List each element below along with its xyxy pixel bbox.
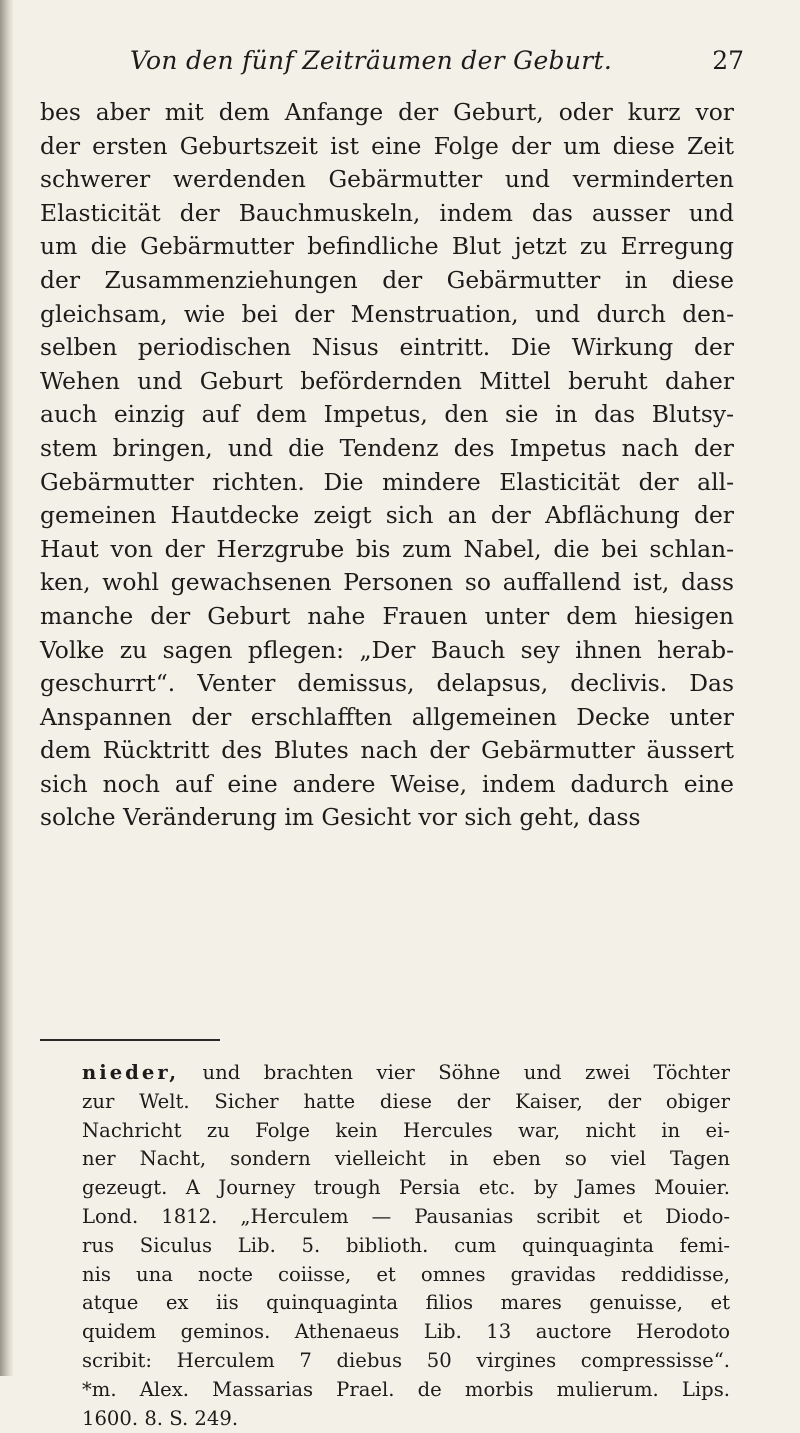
- page-binding-edge: [0, 0, 14, 1376]
- body-line: sich noch auf eine andere Weise, indem dadurch eine: [40, 769, 734, 798]
- body-line: auch einzig auf dem Impetus, den sie in das Blutsy-: [40, 400, 734, 429]
- body-line: gleichsam, wie bei der Menstruation, und durch den-: [40, 299, 734, 328]
- footnote-first-line-text: und brachten vier Söhne und zwei Töchter: [202, 1061, 730, 1084]
- body-line: Haut von der Herzgrube bis zum Nabel, die bei schlan-: [40, 534, 734, 563]
- footnote-line: *m. Alex. Massarias Prael. de morbis mulierum. Lips.: [82, 1377, 730, 1401]
- footnote-line: quidem geminos. Athenaeus Lib. 13 auctore Herodoto: [82, 1320, 730, 1344]
- footnote-separator-rule: [40, 1039, 220, 1041]
- body-line: Elasticität der Bauchmuskeln, indem das ausser und: [40, 198, 734, 227]
- page-number: 27: [712, 46, 744, 75]
- footnote-line: 1600. 8. S. 249.: [82, 1406, 239, 1430]
- body-text: [40, 96, 734, 835]
- footnote-line: Lond. 1812. „Herculem — Pausanias scribit et Diodo-: [82, 1204, 730, 1228]
- body-line: dem Rücktritt des Blutes nach der Gebärmutter äussert: [40, 736, 734, 765]
- footnote-line: nis una nocte coiisse, et omnes gravidas reddidisse,: [82, 1262, 730, 1286]
- body-line: Volke zu sagen pflegen: „Der Bauch sey ihnen herab-: [40, 635, 734, 664]
- footnote: [82, 1059, 730, 1433]
- footnote-line: gezeugt. A Journey trough Persia etc. by James Mouier.: [82, 1176, 730, 1200]
- body-line: der Zusammenziehungen der Gebärmutter in diese: [40, 265, 734, 294]
- body-line: ken, wohl gewachsenen Personen so auffallend ist, dass: [40, 568, 734, 597]
- body-line: stem bringen, und die Tendenz des Impetus nach der: [40, 433, 734, 462]
- body-line: um die Gebärmutter befindliche Blut jetzt zu Erregung: [40, 232, 734, 261]
- footnote-line: Nachricht zu Folge kein Hercules war, nicht in ei-: [82, 1118, 730, 1142]
- footnote-line: atque ex iis quinquaginta filios mares genuisse, et: [82, 1291, 730, 1315]
- body-line: Anspannen der erschlafften allgemeinen Decke unter: [40, 702, 734, 731]
- body-line: schwerer werdenden Gebärmutter und verminderten: [40, 165, 734, 194]
- footnote-line: [82, 1059, 730, 1088]
- body-line: Wehen und Geburt befördernden Mittel beruht daher: [40, 366, 734, 395]
- body-line: gemeinen Hautdecke zeigt sich an der Abflächung der: [40, 501, 734, 530]
- body-line: der ersten Geburtszeit ist eine Folge der um diese Zeit: [40, 131, 734, 160]
- footnote-line: ner Nacht, sondern vielleicht in eben so viel Tagen: [82, 1147, 730, 1171]
- body-line: selben periodischen Nisus eintritt. Die Wirkung der: [40, 333, 734, 362]
- body-line: bes aber mit dem Anfange der Geburt, oder kurz vor: [40, 98, 734, 126]
- body-line: Gebärmutter richten. Die mindere Elasticität der all-: [40, 467, 734, 496]
- body-line: solche Veränderung im Gesicht vor sich geht, dass: [40, 803, 641, 832]
- body-line: manche der Geburt nahe Frauen unter dem hiesigen: [40, 601, 734, 630]
- body-line: geschurrt“. Venter demissus, delapsus, declivis. Das: [40, 669, 734, 698]
- footnote-line: rus Siculus Lib. 5. biblioth. cum quinquaginta femi-: [82, 1233, 730, 1257]
- running-head-title: Von den fünf Zeiträumen der Geburt.: [130, 46, 613, 75]
- footnote-line: zur Welt. Sicher hatte diese der Kaiser, der obiger: [82, 1089, 730, 1113]
- footnote-first-word: nieder,: [82, 1061, 180, 1084]
- footnote-line: scribit: Herculem 7 diebus 50 virgines compressisse“.: [82, 1348, 730, 1372]
